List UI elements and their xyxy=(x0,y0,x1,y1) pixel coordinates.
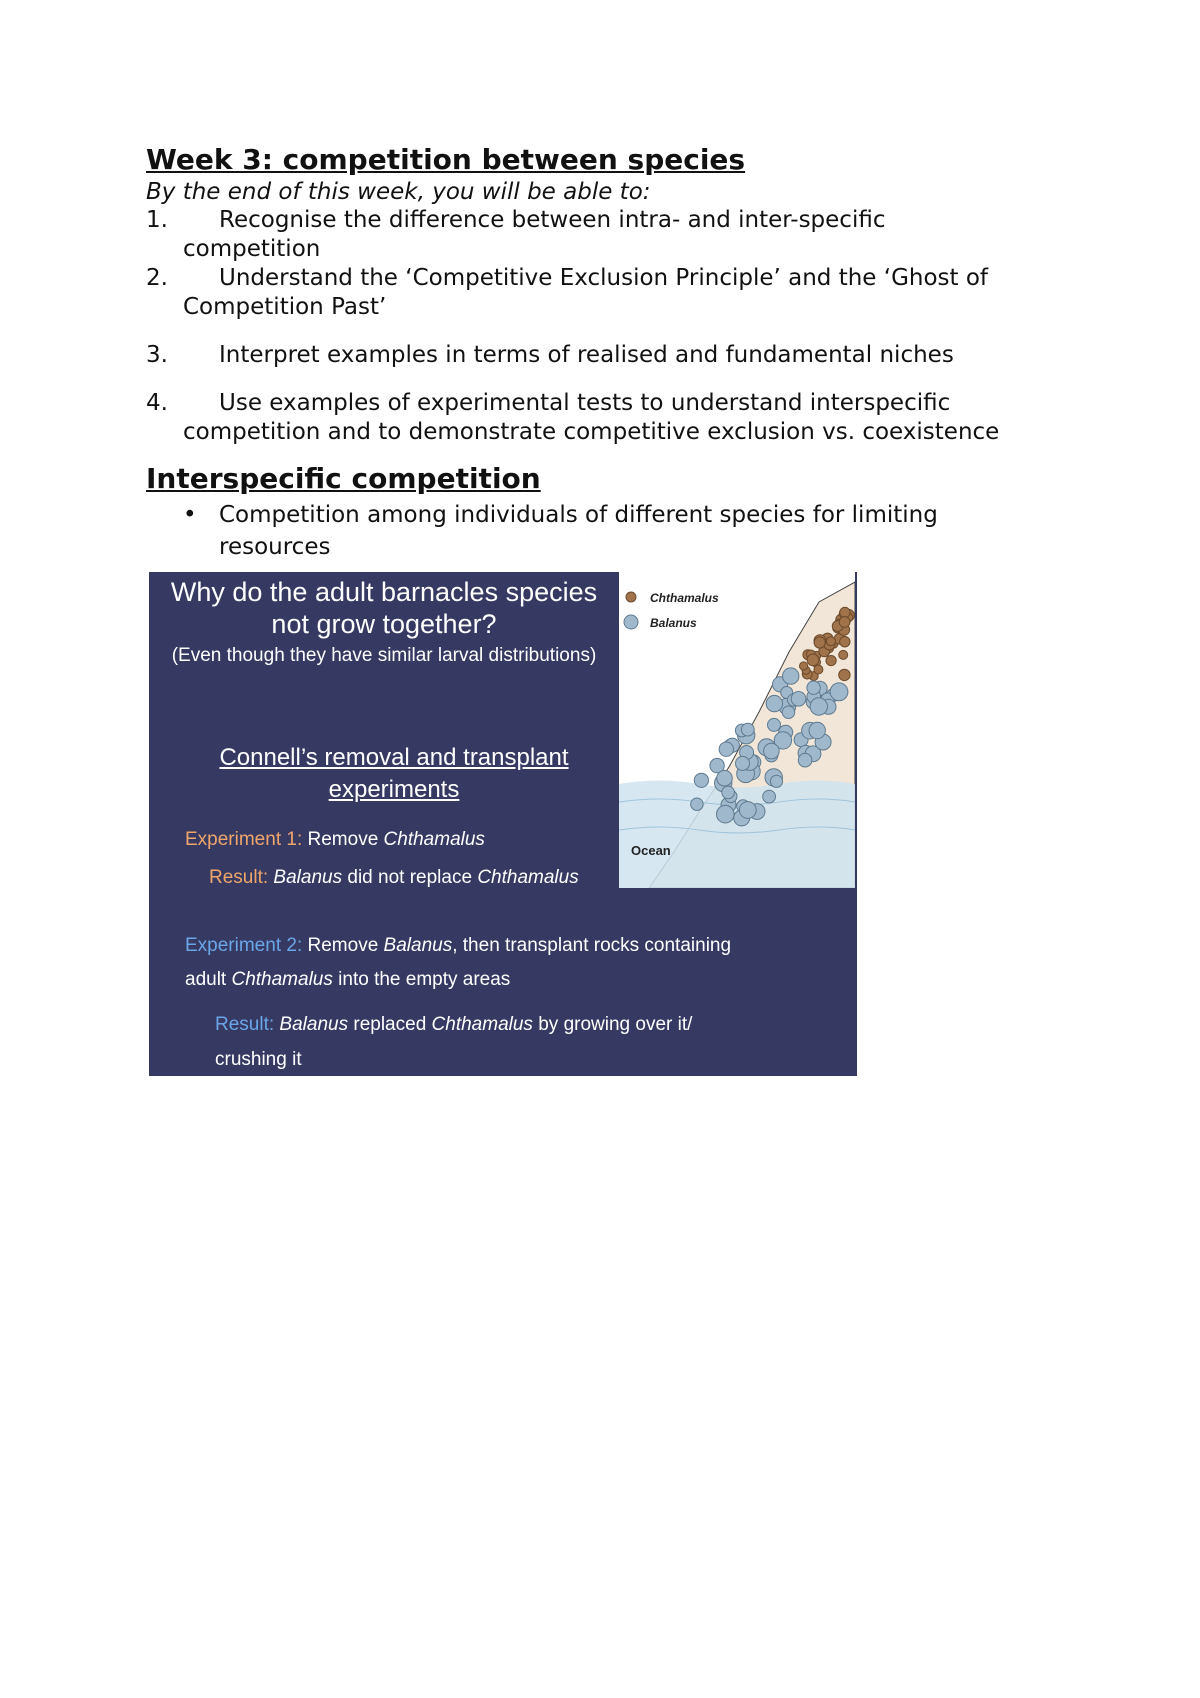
balanus-barnacle-icon xyxy=(722,786,735,799)
slide-question-line: Why do the adult barnacles species xyxy=(170,577,598,607)
chthamalus-barnacle-icon xyxy=(814,665,823,674)
chthamalus-barnacle-icon xyxy=(826,637,835,646)
bullet-item xyxy=(146,499,1076,563)
experiment-text: Remove xyxy=(307,829,379,850)
list-number: 3. xyxy=(146,342,168,368)
experiment-2 xyxy=(185,934,731,958)
balanus-barnacle-icon xyxy=(830,683,848,701)
list-text-continued: competition xyxy=(183,236,321,262)
list-text: Understand the ‘Competitive Exclusion Principle’ and the ‘Ghost of xyxy=(219,265,989,291)
balanus-barnacle-icon xyxy=(809,722,825,738)
legend-label-chthamalus: Chthamalus xyxy=(650,591,719,605)
experiment-text: into the empty areas xyxy=(338,969,511,990)
slide-question xyxy=(149,576,619,640)
balanus-barnacle-icon xyxy=(766,695,782,711)
experiment-text: , then transplant rocks containing xyxy=(452,935,732,956)
balanus-barnacle-icon xyxy=(739,802,756,819)
list-number: 4. xyxy=(146,390,168,416)
balanus-barnacle-icon xyxy=(798,753,812,767)
chthamalus-barnacle-icon xyxy=(840,637,850,647)
slide-note: (Even though they have similar larval distributions) xyxy=(171,645,597,666)
balanus-legend-icon xyxy=(624,615,638,629)
species-name: Chthamalus xyxy=(383,829,485,850)
chthamalus-barnacle-icon xyxy=(807,654,819,666)
page-title: Week 3: competition between species xyxy=(146,143,746,176)
bullet-list xyxy=(146,499,1076,563)
balanus-barnacle-icon xyxy=(741,723,754,736)
section-heading: Interspecific competition xyxy=(146,462,541,495)
species-name: Chthamalus xyxy=(431,1014,533,1035)
embedded-slide-image xyxy=(149,572,857,1076)
legend-label-balanus: Balanus xyxy=(650,616,697,630)
experiment-label: Experiment 1: xyxy=(185,829,303,850)
list-item xyxy=(146,206,1076,264)
balanus-barnacle-icon xyxy=(694,773,708,787)
balanus-barnacle-icon xyxy=(717,770,733,786)
experiment-label: Experiment 2: xyxy=(185,935,303,956)
result-1 xyxy=(209,866,579,890)
chthamalus-barnacle-icon xyxy=(839,650,848,659)
list-text: Use examples of experimental tests to understand interspecific xyxy=(219,390,951,416)
balanus-barnacle-icon xyxy=(691,798,703,810)
balanus-barnacle-icon xyxy=(807,681,820,694)
balanus-barnacle-icon xyxy=(770,775,782,787)
chthamalus-barnacle-icon xyxy=(814,637,825,648)
experiment-2-continued xyxy=(185,968,510,992)
list-item xyxy=(146,264,1076,322)
result-label: Result: xyxy=(209,867,269,888)
slide-subheading-line: Connell’s removal and transplant xyxy=(219,744,569,771)
balanus-barnacle-icon xyxy=(719,742,733,756)
list-item xyxy=(146,341,1076,370)
balanus-barnacle-icon xyxy=(717,805,735,823)
chthamalus-barnacle-icon xyxy=(800,662,808,670)
balanus-barnacle-icon xyxy=(782,706,794,718)
species-name: Chthamalus xyxy=(477,867,579,888)
bullet-icon: • xyxy=(183,502,197,528)
balanus-barnacle-icon xyxy=(764,743,780,759)
chthamalus-barnacle-icon xyxy=(839,669,850,680)
chthamalus-barnacle-icon xyxy=(826,656,836,666)
bullet-text-continued: resources xyxy=(219,534,331,560)
species-name: Balanus xyxy=(279,1014,349,1035)
list-text: Interpret examples in terms of realised and fundamental niches xyxy=(219,342,954,368)
species-name: Chthamalus xyxy=(231,969,333,990)
species-name: Balanus xyxy=(273,867,343,888)
experiment-text: adult xyxy=(185,969,227,990)
chthamalus-barnacle-icon xyxy=(839,617,850,628)
result-text: replaced xyxy=(353,1014,427,1035)
bullet-text: Competition among individuals of different species for limiting xyxy=(219,502,938,528)
chthamalus-legend-icon xyxy=(626,592,636,602)
slide-subheading-line: experiments xyxy=(328,776,460,803)
slide-subheading xyxy=(149,742,639,806)
slide-question-line: not grow together? xyxy=(271,609,497,639)
result-text: did not replace xyxy=(347,867,473,888)
ocean-label: Ocean xyxy=(631,843,671,858)
barnacle-zonation-figure xyxy=(619,572,855,888)
list-text-continued: competition and to demonstrate competitive exclusion vs. coexistence xyxy=(183,419,1000,445)
balanus-barnacle-icon xyxy=(768,718,781,731)
objectives-list xyxy=(146,206,1076,447)
result-text: by growing over it/ xyxy=(538,1014,693,1035)
species-name: Balanus xyxy=(383,935,453,956)
list-item xyxy=(146,389,1076,447)
balanus-barnacle-icon xyxy=(791,692,806,707)
experiment-text: Remove xyxy=(307,935,379,956)
balanus-barnacle-icon xyxy=(810,698,827,715)
balanus-barnacle-icon xyxy=(736,756,750,770)
experiment-1 xyxy=(185,828,485,852)
document-body xyxy=(146,142,1076,563)
list-number: 2. xyxy=(146,265,168,291)
result-2-continued: crushing it xyxy=(215,1049,302,1070)
list-number: 1. xyxy=(146,207,168,233)
list-text: Recognise the difference between intra- and inter-specific xyxy=(219,207,886,233)
balanus-barnacle-icon xyxy=(783,668,799,684)
balanus-barnacle-icon xyxy=(763,790,776,803)
result-label: Result: xyxy=(215,1014,275,1035)
result-2 xyxy=(215,1013,692,1037)
intro-text: By the end of this week, you will be able to: xyxy=(146,179,651,205)
list-text-continued: Competition Past’ xyxy=(183,294,387,320)
